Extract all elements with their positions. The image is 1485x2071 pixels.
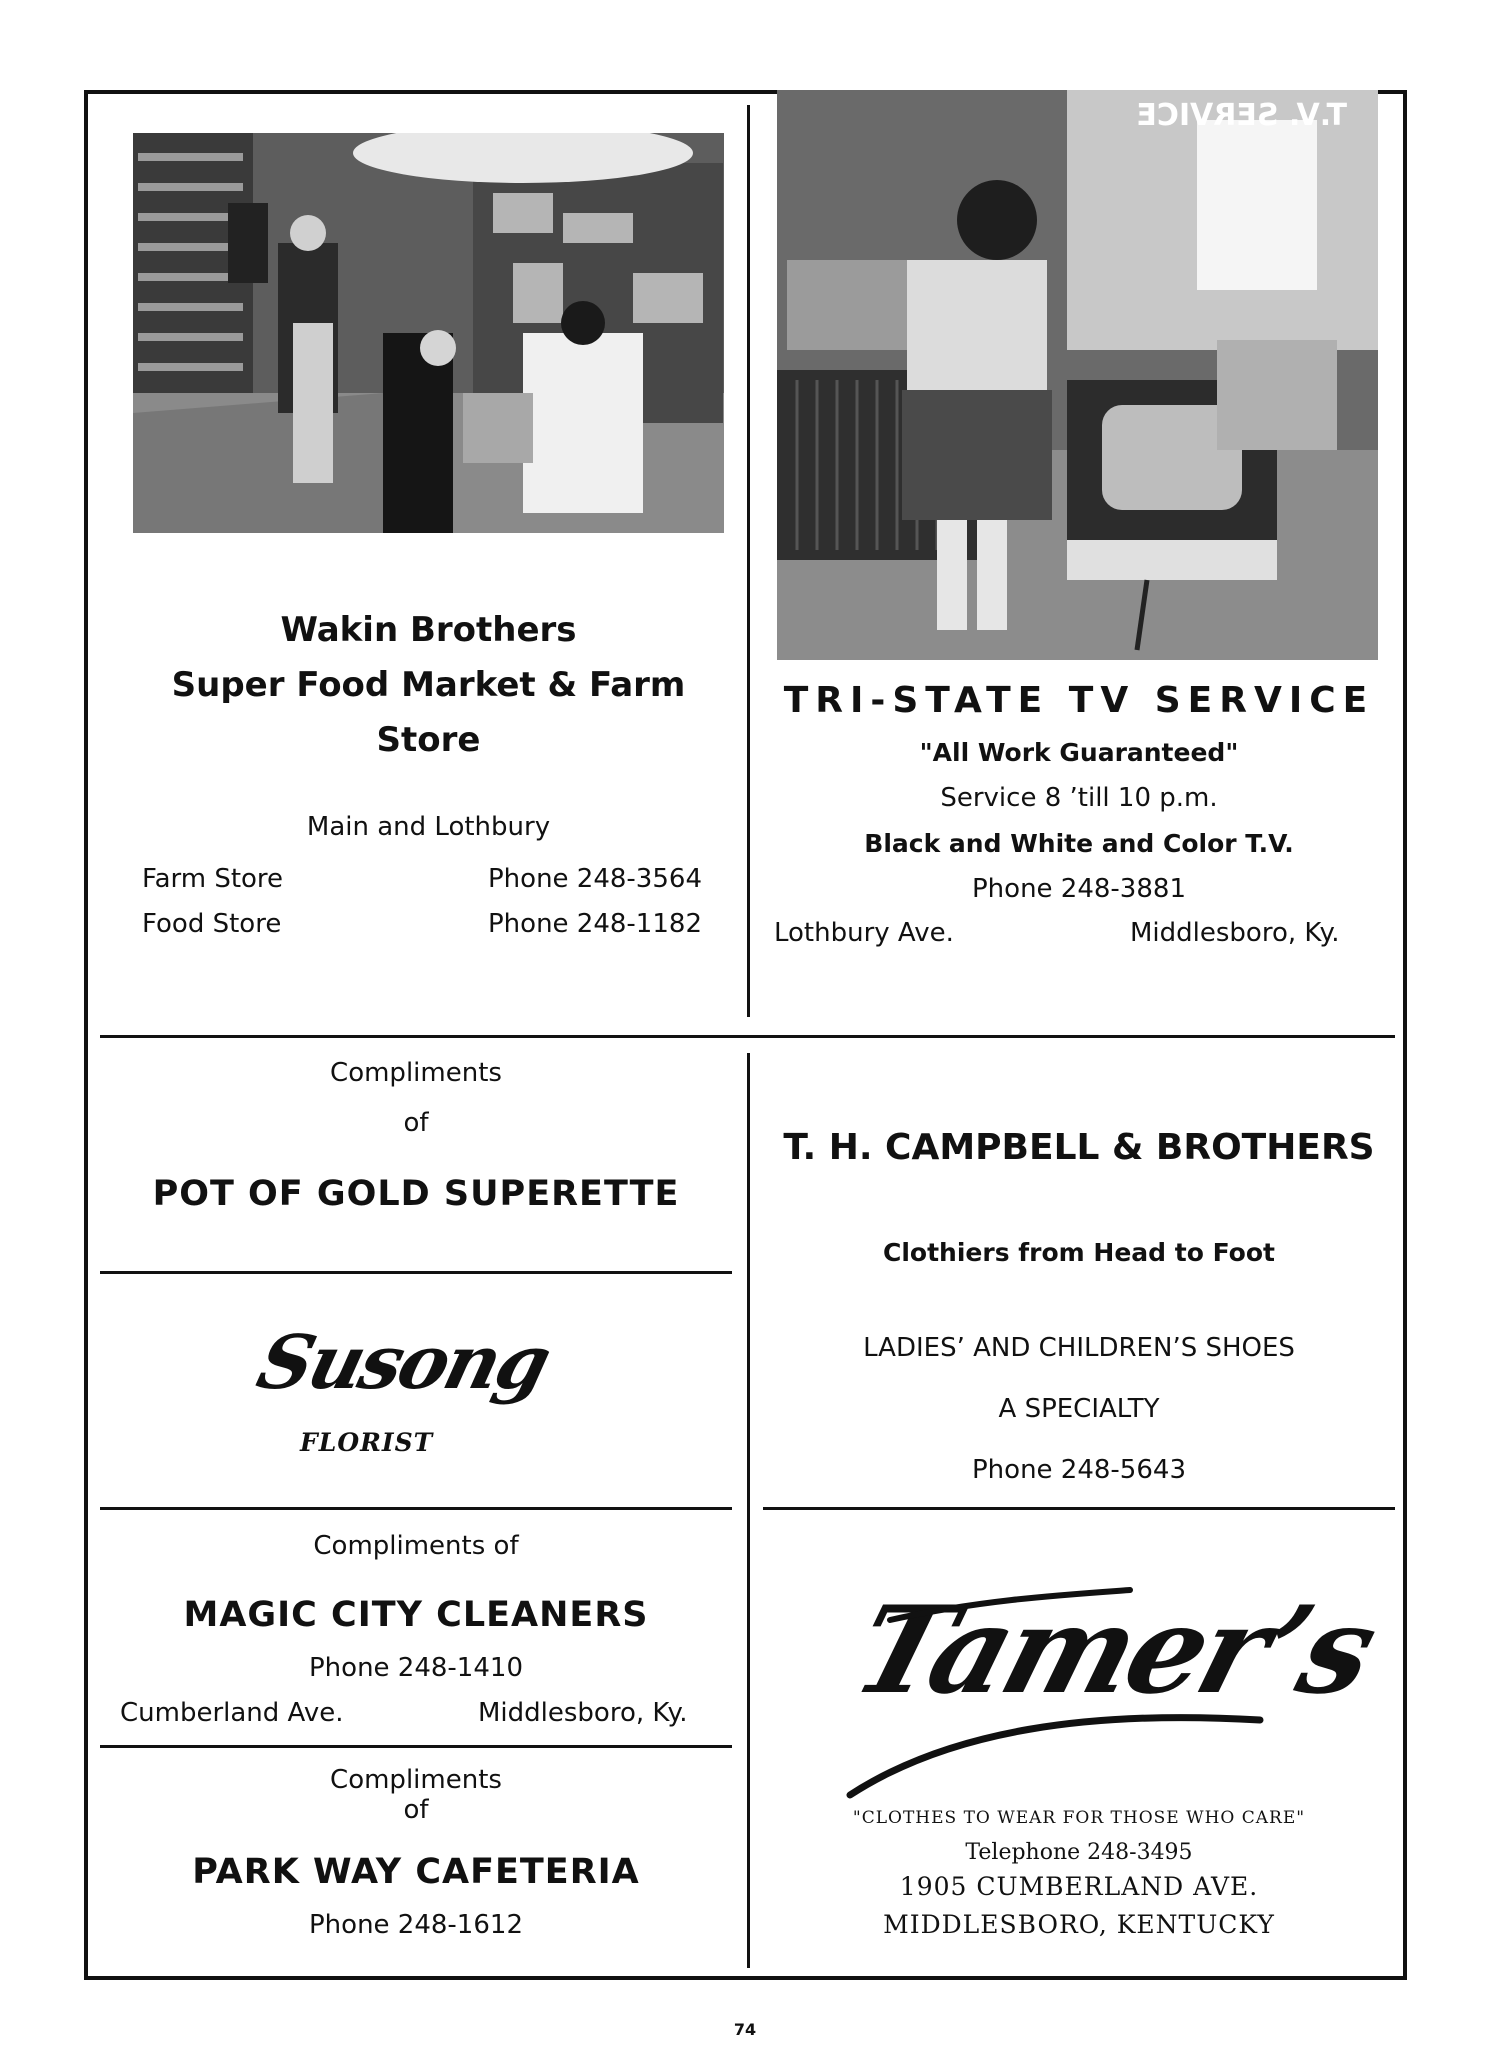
divider-left-3 <box>100 1745 732 1748</box>
magic-phone: Phone 248-1410 <box>309 1653 523 1683</box>
tamers-logo-script: Tamer’s <box>839 1580 1389 1721</box>
campbell-line1: LADIES’ AND CHILDREN’S SHOES <box>863 1333 1295 1363</box>
campbell-line2: A SPECIALTY <box>998 1394 1160 1424</box>
susong-logo-script: Susong <box>249 1320 557 1406</box>
tristate-specialty: Black and White and Color T.V. <box>864 829 1294 858</box>
tristate-phone: Phone 248-3881 <box>972 874 1186 904</box>
parkway-of: of <box>403 1795 429 1825</box>
wakin-food-phone: Phone 248-1182 <box>488 909 702 939</box>
wakin-farm-phone: Phone 248-3564 <box>488 864 702 894</box>
divider-vertical-top <box>747 105 750 1017</box>
tristate-hours: Service 8 ’till 10 p.m. <box>940 783 1218 813</box>
tristate-name: TRI-STATE TV SERVICE <box>783 680 1375 721</box>
wakin-name-line3: Store <box>376 720 481 760</box>
magic-city: Middlesboro, Ky. <box>478 1698 688 1728</box>
parkway-compliments: Compliments <box>330 1765 502 1795</box>
wakin-food-label: Food Store <box>142 909 282 939</box>
wakin-name-line1: Wakin Brothers <box>280 610 577 650</box>
wakin-farm-label: Farm Store <box>142 864 284 894</box>
tv-shop-sign-text: T.V. SERVICE <box>1136 98 1347 133</box>
tamers-phone: Telephone 248-3495 <box>965 1840 1193 1865</box>
divider-horizontal-middle <box>100 1035 1395 1038</box>
potofgold-of: of <box>403 1108 429 1138</box>
campbell-tagline: Clothiers from Head to Foot <box>883 1238 1275 1267</box>
parkway-phone: Phone 248-1612 <box>309 1910 523 1940</box>
wakin-address: Main and Lothbury <box>306 812 551 842</box>
magic-compliments: Compliments of <box>313 1531 519 1561</box>
campbell-phone: Phone 248-5643 <box>972 1455 1186 1485</box>
divider-vertical-bottom <box>747 1053 750 1968</box>
page-number: 74 <box>733 2020 757 2039</box>
susong-florist-logo <box>249 1320 557 1470</box>
divider-left-2 <box>100 1507 732 1510</box>
grocery-store-photo <box>133 133 724 533</box>
tristate-city: Middlesboro, Ky. <box>1130 918 1340 948</box>
tamers-swash-icon <box>830 1570 1330 1810</box>
wakin-name-line2: Super Food Market & Farm <box>171 665 686 705</box>
tamers-city: MIDDLESBORO, KENTUCKY <box>883 1910 1275 1939</box>
magic-name: MAGIC CITY CLEANERS <box>183 1595 649 1635</box>
tv-shop-photo <box>777 90 1378 660</box>
tristate-slogan: "All Work Guaranteed" <box>919 738 1239 767</box>
divider-right-1 <box>763 1507 1395 1510</box>
tamers-address: 1905 CUMBERLAND AVE. <box>899 1872 1259 1901</box>
potofgold-name: POT OF GOLD SUPERETTE <box>152 1174 680 1214</box>
tristate-street: Lothbury Ave. <box>774 918 954 948</box>
parkway-name: PARK WAY CAFETERIA <box>192 1852 640 1892</box>
divider-left-1 <box>100 1271 732 1274</box>
magic-street: Cumberland Ave. <box>120 1698 344 1728</box>
susong-logo-sub: FLORIST <box>300 1428 434 1457</box>
tamers-slogan: "CLOTHES TO WEAR FOR THOSE WHO CARE" <box>852 1808 1306 1828</box>
campbell-name: T. H. CAMPBELL & BROTHERS <box>783 1127 1375 1168</box>
potofgold-compliments: Compliments <box>330 1058 502 1088</box>
tamers-logo <box>830 1570 1389 1810</box>
